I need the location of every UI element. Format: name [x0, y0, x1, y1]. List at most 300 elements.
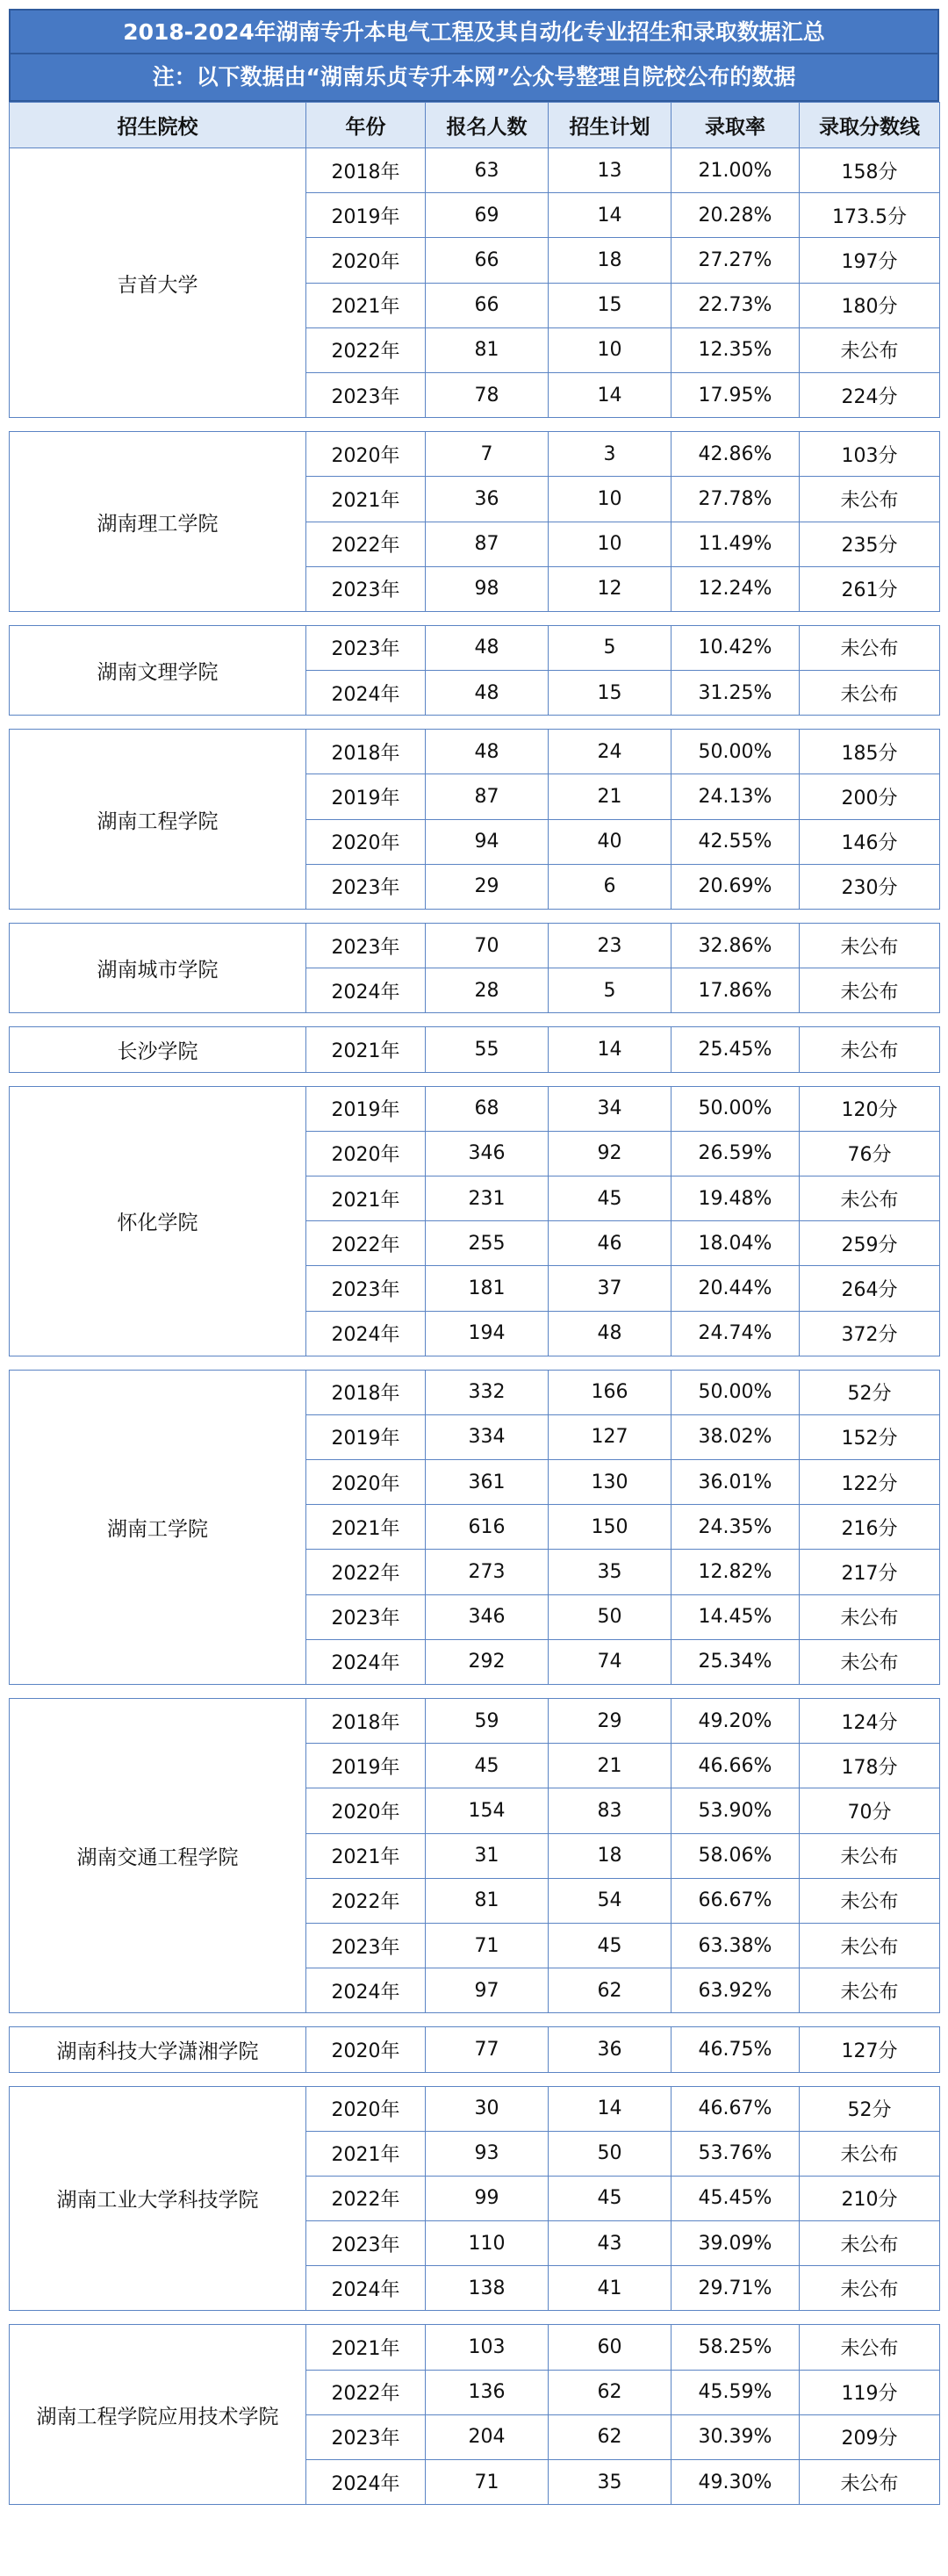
spacer-cell: [10, 2072, 940, 2086]
rate-cell: 24.35%: [672, 1505, 800, 1550]
score-cell: 未公布: [800, 671, 940, 716]
score-cell: 122分: [800, 1460, 940, 1505]
quota-cell: 14: [549, 2086, 672, 2131]
applicants-cell: 66: [426, 238, 549, 283]
table-row: [10, 1027, 940, 1072]
school-name-cell: 湖南工程学院应用技术学院: [10, 2325, 306, 2505]
score-cell: 未公布: [800, 625, 940, 670]
quota-cell: 10: [549, 522, 672, 566]
quota-cell: 37: [549, 1266, 672, 1311]
year-cell: 2021年: [306, 2325, 426, 2370]
score-cell: 未公布: [800, 1176, 940, 1220]
rate-cell: 32.86%: [672, 924, 800, 968]
spacer-cell: [10, 611, 940, 625]
quota-cell: 10: [549, 477, 672, 522]
score-cell: 146分: [800, 819, 940, 864]
group-spacer: [10, 2311, 940, 2325]
year-cell: 2022年: [306, 1221, 426, 1266]
score-cell: 180分: [800, 283, 940, 327]
applicants-cell: 63: [426, 148, 549, 193]
score-cell: 未公布: [800, 1027, 940, 1072]
year-cell: 2021年: [306, 2131, 426, 2176]
spacer-cell: [10, 1013, 940, 1027]
rate-cell: 50.00%: [672, 1086, 800, 1131]
quota-cell: 14: [549, 193, 672, 238]
applicants-cell: 36: [426, 477, 549, 522]
header-school: 招生院校: [10, 103, 306, 148]
quota-cell: 40: [549, 819, 672, 864]
applicants-cell: 103: [426, 2325, 549, 2370]
score-cell: 173.5分: [800, 193, 940, 238]
school-name-cell: 湖南工程学院: [10, 730, 306, 910]
group-spacer: [10, 2072, 940, 2086]
applicants-cell: 361: [426, 1460, 549, 1505]
applicants-cell: 71: [426, 1923, 549, 1968]
applicants-cell: 81: [426, 327, 549, 372]
score-cell: 120分: [800, 1086, 940, 1131]
year-cell: 2023年: [306, 2414, 426, 2459]
group-spacer: [10, 418, 940, 432]
applicants-cell: 346: [426, 1131, 549, 1176]
spacer-cell: [10, 1685, 940, 1699]
score-cell: 未公布: [800, 968, 940, 1013]
applicants-cell: 68: [426, 1086, 549, 1131]
score-cell: 209分: [800, 2414, 940, 2459]
score-cell: 未公布: [800, 2221, 940, 2266]
header-rate: 录取率: [672, 103, 800, 148]
rate-cell: 49.20%: [672, 1699, 800, 1744]
rate-cell: 20.69%: [672, 864, 800, 909]
score-cell: 未公布: [800, 1639, 940, 1684]
applicants-cell: 110: [426, 2221, 549, 2266]
year-cell: 2024年: [306, 1639, 426, 1684]
applicants-cell: 66: [426, 283, 549, 327]
spacer-cell: [10, 418, 940, 432]
school-name-cell: 湖南城市学院: [10, 924, 306, 1013]
rate-cell: 29.71%: [672, 2266, 800, 2311]
year-cell: 2019年: [306, 774, 426, 819]
quota-cell: 83: [549, 1788, 672, 1833]
rate-cell: 12.24%: [672, 566, 800, 611]
quota-cell: 127: [549, 1414, 672, 1459]
applicants-cell: 93: [426, 2131, 549, 2176]
applicants-cell: 332: [426, 1370, 549, 1414]
score-cell: 未公布: [800, 327, 940, 372]
applicants-cell: 273: [426, 1550, 549, 1594]
group-spacer: [10, 611, 940, 625]
year-cell: 2021年: [306, 1176, 426, 1220]
group-spacer: [10, 1685, 940, 1699]
spacer-cell: [10, 2311, 940, 2325]
applicants-cell: 87: [426, 522, 549, 566]
score-cell: 235分: [800, 522, 940, 566]
rate-cell: 63.92%: [672, 1968, 800, 2013]
score-cell: 158分: [800, 148, 940, 193]
quota-cell: 13: [549, 148, 672, 193]
score-cell: 未公布: [800, 1594, 940, 1639]
year-cell: 2023年: [306, 1266, 426, 1311]
quota-cell: 35: [549, 2460, 672, 2505]
rate-cell: 14.45%: [672, 1594, 800, 1639]
score-cell: 230分: [800, 864, 940, 909]
applicants-cell: 31: [426, 1833, 549, 1878]
school-name-cell: 湖南文理学院: [10, 625, 306, 715]
applicants-cell: 59: [426, 1699, 549, 1744]
rate-cell: 58.06%: [672, 1833, 800, 1878]
year-cell: 2023年: [306, 625, 426, 670]
school-name-cell: 吉首大学: [10, 148, 306, 418]
year-cell: 2019年: [306, 1744, 426, 1788]
score-cell: 未公布: [800, 1833, 940, 1878]
rate-cell: 27.78%: [672, 477, 800, 522]
table-row: [10, 2325, 940, 2370]
table-header-row: [10, 103, 940, 148]
rate-cell: 22.73%: [672, 283, 800, 327]
score-cell: 103分: [800, 432, 940, 477]
year-cell: 2020年: [306, 1788, 426, 1833]
score-cell: 未公布: [800, 2266, 940, 2311]
table-body: [10, 148, 940, 2505]
rate-cell: 12.82%: [672, 1550, 800, 1594]
quota-cell: 6: [549, 864, 672, 909]
header-quota: 招生计划: [549, 103, 672, 148]
rate-cell: 66.67%: [672, 1878, 800, 1923]
school-name-cell: 湖南理工学院: [10, 432, 306, 612]
score-cell: 未公布: [800, 1878, 940, 1923]
rate-cell: 53.76%: [672, 2131, 800, 2176]
year-cell: 2024年: [306, 2460, 426, 2505]
applicants-cell: 48: [426, 625, 549, 670]
score-cell: 未公布: [800, 2131, 940, 2176]
applicants-cell: 138: [426, 2266, 549, 2311]
year-cell: 2024年: [306, 2266, 426, 2311]
rate-cell: 58.25%: [672, 2325, 800, 2370]
score-cell: 264分: [800, 1266, 940, 1311]
rate-cell: 19.48%: [672, 1176, 800, 1220]
quota-cell: 5: [549, 625, 672, 670]
year-cell: 2020年: [306, 819, 426, 864]
quota-cell: 14: [549, 372, 672, 417]
applicants-cell: 45: [426, 1744, 549, 1788]
quota-cell: 18: [549, 1833, 672, 1878]
school-name-cell: 湖南工业大学科技学院: [10, 2086, 306, 2311]
year-cell: 2023年: [306, 2221, 426, 2266]
page-title: 2018-2024年湖南专升本电气工程及其自动化专业招生和录取数据汇总: [9, 9, 939, 54]
rate-cell: 50.00%: [672, 1370, 800, 1414]
quota-cell: 5: [549, 968, 672, 1013]
spacer-cell: [10, 716, 940, 730]
source-note: 注：以下数据由“湖南乐贞专升本网”公众号整理自院校公布的数据: [9, 54, 939, 102]
year-cell: 2020年: [306, 2086, 426, 2131]
quota-cell: 92: [549, 1131, 672, 1176]
rate-cell: 24.13%: [672, 774, 800, 819]
rate-cell: 30.39%: [672, 2414, 800, 2459]
quota-cell: 46: [549, 1221, 672, 1266]
school-name-cell: 怀化学院: [10, 1086, 306, 1356]
quota-cell: 60: [549, 2325, 672, 2370]
rate-cell: 42.86%: [672, 432, 800, 477]
applicants-cell: 98: [426, 566, 549, 611]
rate-cell: 38.02%: [672, 1414, 800, 1459]
score-cell: 未公布: [800, 1923, 940, 1968]
table-row: [10, 1699, 940, 1744]
rate-cell: 36.01%: [672, 1460, 800, 1505]
score-cell: 未公布: [800, 1968, 940, 2013]
quota-cell: 24: [549, 730, 672, 774]
group-spacer: [10, 910, 940, 924]
year-cell: 2024年: [306, 1968, 426, 2013]
quota-cell: 34: [549, 1086, 672, 1131]
rate-cell: 21.00%: [672, 148, 800, 193]
score-cell: 200分: [800, 774, 940, 819]
quota-cell: 18: [549, 238, 672, 283]
admission-table: [9, 102, 940, 2505]
quota-cell: 41: [549, 2266, 672, 2311]
quota-cell: 15: [549, 283, 672, 327]
score-cell: 未公布: [800, 2460, 940, 2505]
table-row: [10, 625, 940, 670]
year-cell: 2020年: [306, 238, 426, 283]
applicants-cell: 81: [426, 1878, 549, 1923]
year-cell: 2024年: [306, 968, 426, 1013]
applicants-cell: 87: [426, 774, 549, 819]
applicants-cell: 334: [426, 1414, 549, 1459]
rate-cell: 20.44%: [672, 1266, 800, 1311]
year-cell: 2022年: [306, 327, 426, 372]
quota-cell: 29: [549, 1699, 672, 1744]
year-cell: 2022年: [306, 1878, 426, 1923]
rate-cell: 27.27%: [672, 238, 800, 283]
table-row: [10, 148, 940, 193]
rate-cell: 25.34%: [672, 1639, 800, 1684]
table-row: [10, 1370, 940, 1414]
rate-cell: 31.25%: [672, 671, 800, 716]
year-cell: 2022年: [306, 2176, 426, 2220]
year-cell: 2021年: [306, 477, 426, 522]
school-name-cell: 湖南工学院: [10, 1370, 306, 1684]
quota-cell: 150: [549, 1505, 672, 1550]
year-cell: 2019年: [306, 1086, 426, 1131]
group-spacer: [10, 1013, 940, 1027]
quota-cell: 50: [549, 2131, 672, 2176]
score-cell: 217分: [800, 1550, 940, 1594]
table-row: [10, 730, 940, 774]
group-spacer: [10, 2013, 940, 2027]
applicants-cell: 94: [426, 819, 549, 864]
rate-cell: 42.55%: [672, 819, 800, 864]
rate-cell: 17.86%: [672, 968, 800, 1013]
quota-cell: 48: [549, 1311, 672, 1356]
quota-cell: 62: [549, 2370, 672, 2414]
quota-cell: 21: [549, 1744, 672, 1788]
applicants-cell: 292: [426, 1639, 549, 1684]
year-cell: 2020年: [306, 1131, 426, 1176]
school-name-cell: 湖南科技大学潇湘学院: [10, 2027, 306, 2072]
school-name-cell: 湖南交通工程学院: [10, 1699, 306, 2013]
year-cell: 2021年: [306, 1833, 426, 1878]
applicants-cell: 48: [426, 730, 549, 774]
rate-cell: 20.28%: [672, 193, 800, 238]
spacer-cell: [10, 1072, 940, 1086]
year-cell: 2023年: [306, 1923, 426, 1968]
score-cell: 197分: [800, 238, 940, 283]
rate-cell: 46.75%: [672, 2027, 800, 2072]
rate-cell: 17.95%: [672, 372, 800, 417]
year-cell: 2018年: [306, 1699, 426, 1744]
year-cell: 2023年: [306, 372, 426, 417]
rate-cell: 63.38%: [672, 1923, 800, 1968]
applicants-cell: 255: [426, 1221, 549, 1266]
applicants-cell: 71: [426, 2460, 549, 2505]
applicants-cell: 99: [426, 2176, 549, 2220]
score-cell: 124分: [800, 1699, 940, 1744]
quota-cell: 166: [549, 1370, 672, 1414]
table-row: [10, 2027, 940, 2072]
score-cell: 52分: [800, 2086, 940, 2131]
spacer-cell: [10, 910, 940, 924]
applicants-cell: 136: [426, 2370, 549, 2414]
table-row: [10, 432, 940, 477]
year-cell: 2023年: [306, 864, 426, 909]
applicants-cell: 69: [426, 193, 549, 238]
score-cell: 119分: [800, 2370, 940, 2414]
rate-cell: 12.35%: [672, 327, 800, 372]
quota-cell: 43: [549, 2221, 672, 2266]
rate-cell: 18.04%: [672, 1221, 800, 1266]
group-spacer: [10, 1356, 940, 1370]
rate-cell: 10.42%: [672, 625, 800, 670]
year-cell: 2023年: [306, 566, 426, 611]
score-cell: 127分: [800, 2027, 940, 2072]
rate-cell: 46.67%: [672, 2086, 800, 2131]
year-cell: 2019年: [306, 193, 426, 238]
applicants-cell: 194: [426, 1311, 549, 1356]
school-name-cell: 长沙学院: [10, 1027, 306, 1072]
rate-cell: 25.45%: [672, 1027, 800, 1072]
year-cell: 2018年: [306, 730, 426, 774]
table-row: [10, 2086, 940, 2131]
rate-cell: 26.59%: [672, 1131, 800, 1176]
table-row: [10, 924, 940, 968]
rate-cell: 45.59%: [672, 2370, 800, 2414]
quota-cell: 21: [549, 774, 672, 819]
year-cell: 2021年: [306, 283, 426, 327]
quota-cell: 23: [549, 924, 672, 968]
quota-cell: 35: [549, 1550, 672, 1594]
score-cell: 52分: [800, 1370, 940, 1414]
quota-cell: 36: [549, 2027, 672, 2072]
year-cell: 2021年: [306, 1027, 426, 1072]
header-applicants: 报名人数: [426, 103, 549, 148]
score-cell: 未公布: [800, 2325, 940, 2370]
applicants-cell: 181: [426, 1266, 549, 1311]
year-cell: 2023年: [306, 924, 426, 968]
rate-cell: 11.49%: [672, 522, 800, 566]
year-cell: 2023年: [306, 1594, 426, 1639]
applicants-cell: 78: [426, 372, 549, 417]
group-spacer: [10, 1072, 940, 1086]
rate-cell: 45.45%: [672, 2176, 800, 2220]
score-cell: 210分: [800, 2176, 940, 2220]
rate-cell: 49.30%: [672, 2460, 800, 2505]
header-year: 年份: [306, 103, 426, 148]
rate-cell: 24.74%: [672, 1311, 800, 1356]
rate-cell: 53.90%: [672, 1788, 800, 1833]
applicants-cell: 7: [426, 432, 549, 477]
applicants-cell: 30: [426, 2086, 549, 2131]
table-row: [10, 1086, 940, 1131]
applicants-cell: 70: [426, 924, 549, 968]
quota-cell: 15: [549, 671, 672, 716]
score-cell: 261分: [800, 566, 940, 611]
quota-cell: 54: [549, 1878, 672, 1923]
year-cell: 2019年: [306, 1414, 426, 1459]
quota-cell: 130: [549, 1460, 672, 1505]
applicants-cell: 55: [426, 1027, 549, 1072]
score-cell: 185分: [800, 730, 940, 774]
applicants-cell: 28: [426, 968, 549, 1013]
quota-cell: 45: [549, 1923, 672, 1968]
score-cell: 259分: [800, 1221, 940, 1266]
score-cell: 76分: [800, 1131, 940, 1176]
quota-cell: 12: [549, 566, 672, 611]
applicants-cell: 97: [426, 1968, 549, 2013]
applicants-cell: 616: [426, 1505, 549, 1550]
score-cell: 70分: [800, 1788, 940, 1833]
quota-cell: 45: [549, 2176, 672, 2220]
quota-cell: 3: [549, 432, 672, 477]
header-score: 录取分数线: [800, 103, 940, 148]
year-cell: 2022年: [306, 2370, 426, 2414]
applicants-cell: 29: [426, 864, 549, 909]
group-spacer: [10, 716, 940, 730]
year-cell: 2020年: [306, 1460, 426, 1505]
quota-cell: 45: [549, 1176, 672, 1220]
score-cell: 未公布: [800, 924, 940, 968]
rate-cell: 46.66%: [672, 1744, 800, 1788]
year-cell: 2020年: [306, 2027, 426, 2072]
score-cell: 未公布: [800, 477, 940, 522]
quota-cell: 74: [549, 1639, 672, 1684]
applicants-cell: 48: [426, 671, 549, 716]
score-cell: 178分: [800, 1744, 940, 1788]
applicants-cell: 231: [426, 1176, 549, 1220]
score-cell: 152分: [800, 1414, 940, 1459]
applicants-cell: 77: [426, 2027, 549, 2072]
quota-cell: 62: [549, 1968, 672, 2013]
quota-cell: 62: [549, 2414, 672, 2459]
year-cell: 2021年: [306, 1505, 426, 1550]
applicants-cell: 154: [426, 1788, 549, 1833]
year-cell: 2018年: [306, 148, 426, 193]
quota-cell: 14: [549, 1027, 672, 1072]
spacer-cell: [10, 1356, 940, 1370]
quota-cell: 10: [549, 327, 672, 372]
year-cell: 2020年: [306, 432, 426, 477]
score-cell: 372分: [800, 1311, 940, 1356]
score-cell: 216分: [800, 1505, 940, 1550]
rate-cell: 39.09%: [672, 2221, 800, 2266]
applicants-cell: 346: [426, 1594, 549, 1639]
spacer-cell: [10, 2013, 940, 2027]
year-cell: 2024年: [306, 1311, 426, 1356]
year-cell: 2024年: [306, 671, 426, 716]
quota-cell: 50: [549, 1594, 672, 1639]
year-cell: 2018年: [306, 1370, 426, 1414]
applicants-cell: 204: [426, 2414, 549, 2459]
score-cell: 224分: [800, 372, 940, 417]
rate-cell: 50.00%: [672, 730, 800, 774]
